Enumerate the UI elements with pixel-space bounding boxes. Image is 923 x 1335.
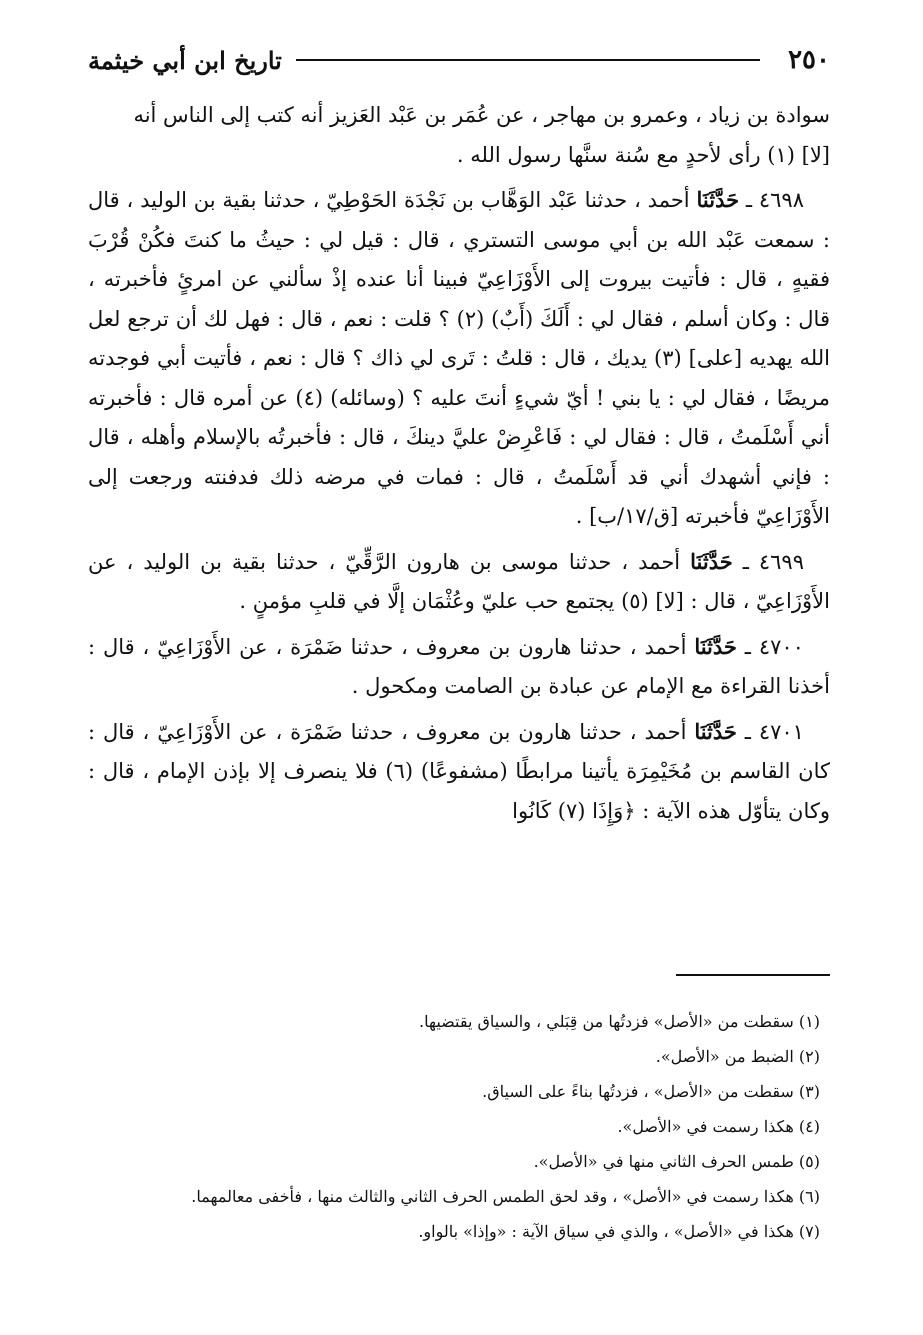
entry-text: أحمد ، حدثنا موسى بن هارون الرَّقِّيّ ، حدثنا بقية بن الوليد ، عن الأَوْزَاعِيّ ، قال : [لا] (٥) يجتمع حب عليّ وعُثْمَان إلَّا في قلبِ مؤمنٍ .: [88, 549, 830, 613]
entry-number: ٤٧٠٠: [758, 634, 804, 659]
header-rule: [296, 59, 760, 61]
entry-4701: ٤٧٠١ ـ حَدَّثَنَا أحمد ، حدثنا هارون بن معروف ، حدثنا ضَمْرَة ، عن الأَوْزَاعِيّ ، قال : كان القاسم بن مُخَيْمِرَة يأتينا مرابطًا (مشفوعًا) (٦) فلا ينصرف إلا بإذن الإمام ، قال : وكان يتأوّل هذه الآية : ﴿وَإِذَا (٧) كَانُوا: [88, 718, 830, 823]
entry-text: أحمد ، حدثنا هارون بن معروف ، حدثنا ضَمْرَة ، عن الأَوْزَاعِيّ ، قال : كان القاسم بن مُخَيْمِرَة يأتينا مرابطًا (مشفوعًا) (٦) فلا ينصرف إلا بإذن الإمام ، قال : وكان يتأوّل هذه الآية : ﴿وَإِذَا (٧) كَانُوا: [88, 719, 830, 823]
footnote-7: (٧) هكذا في «الأصل» ، والذي في سياق الآية : «وإذا» بالواو.: [418, 1222, 820, 1241]
footnote-4: (٤) هكذا رسمت في «الأصل».: [617, 1117, 820, 1136]
entry-number: ٤٦٩٨: [758, 188, 804, 212]
haddathana-word: حَدَّثَنَا: [694, 718, 737, 744]
footnotes: [88, 1004, 830, 1249]
entry-4698: ٤٦٩٨ ـ حَدَّثَنَا أحمد ، حدثنا عَبْد الوَهَّاب بن نَجْدَة الحَوْطِيّ ، حدثنا بقية بن الوليد ، قال : سمعت عَبْد الله بن أبي موسى التستري ، قال : قيل لي : حيثُ ما كنتَ فكُنْ قُرْبَ فقيهٍ ، قال : فأتيت بيروت إلى الأَوْزَاعِيّ فبينا أنا عنده إذْ سألني عن امرئٍ فأخبرته ، قال : وكان أسلم ، فقال لي : أَلَكَ (أَبٌ) (٢) ؟ قلت : نعم ، قال : فهل لك أن ترجع لعل الله يهديه [على] (٣) يديك ، قال : قلتُ : تَرى لي ذاك ؟ قال : نعم ، فأتيت أبي فوجدته مريضًا ، فقال لي : يا بني ! أيّ شيءٍ أنتَ عليه ؟ (وسائله) (٤) عن أمره قال : فأخبرته أني أَسْلَمتُ ، قال : فقال لي : فَاعْرِضْ عليَّ دينكَ ، قال : فأخبرتُه بالإسلام وأهله ، قال : فإني أشهدك أني قد أَسْلَمتُ ، قال : فمات في مرضه ذلك فدفنته ورجعت إلى الأَوْزَاعِيّ فأخبرته [ق/١٧/ب] .: [88, 187, 830, 528]
main-text: [88, 96, 830, 831]
haddathana-word: حَدَّثَنَا: [690, 548, 733, 574]
entry-number: ٤٧٠١: [758, 719, 804, 744]
intro-line-1: سوادة بن زياد ، وعمرو بن مهاجر ، عن عُمَر بن عَبْد العَزيز أنه كتب إلى الناس أنه: [133, 103, 830, 127]
page-number: ٢٥٠: [788, 45, 830, 75]
haddathana-word: حَدَّثَنَا: [696, 187, 740, 212]
haddathana-word: حَدَّثَنَا: [694, 633, 737, 659]
footnote-1: (١) سقطت من «الأصل» فزدتُها من قِبَلي ، والسياق يقتضيها.: [419, 1012, 820, 1031]
footnote-5: (٥) طمس الحرف الثاني منها في «الأصل».: [533, 1152, 820, 1171]
footnote-2: (٢) الضبط من «الأصل».: [655, 1047, 820, 1066]
intro-line-2: [لا] (١) رأى لأحدٍ مع سُنة سنَّها رسول الله .: [456, 142, 830, 167]
book-title: تاريخ ابن أبي خيثمة: [88, 45, 282, 75]
page-header: [88, 38, 830, 82]
footnote-3: (٣) سقطت من «الأصل» ، فزدتُها بناءً على السياق.: [482, 1082, 820, 1101]
entry-4700: ٤٧٠٠ ـ حَدَّثَنَا أحمد ، حدثنا هارون بن معروف ، حدثنا ضَمْرَة ، عن الأَوْزَاعِيّ ، قال : أخذنا القراءة مع الإمام عن عبادة بن الصامت ومكحول .: [88, 633, 830, 698]
footnote-6: (٦) هكذا رسمت في «الأصل» ، وقد لحق الطمس الحرف الثاني والثالث منها ، فأخفى معالمهما.: [191, 1187, 820, 1206]
footnote-separator: [676, 974, 830, 976]
entry-number: ٤٦٩٩: [758, 549, 804, 574]
entry-4699: ٤٦٩٩ ـ حَدَّثَنَا أحمد ، حدثنا موسى بن هارون الرَّقِّيّ ، حدثنا بقية بن الوليد ، عن الأَوْزَاعِيّ ، قال : [لا] (٥) يجتمع حب عليّ وعُثْمَان إلَّا في قلبِ مؤمنٍ .: [88, 548, 830, 613]
entry-text: أحمد ، حدثنا عَبْد الوَهَّاب بن نَجْدَة الحَوْطِيّ ، حدثنا بقية بن الوليد ، قال : سمعت عَبْد الله بن أبي موسى التستري ، قال : قيل لي : حيثُ ما كنتَ فكُنْ قُرْبَ فقيهٍ ، قال : فأتيت بيروت إلى الأَوْزَاعِيّ فبينا أنا عنده إذْ سألني عن امرئٍ فأخبرته ، قال : وكان أسلم ، فقال لي : أَلَكَ (أَبٌ) (٢) ؟ قلت : نعم ، قال : فهل لك أن ترجع لعل الله يهديه [على] (٣) يديك ، قال : قلتُ : تَرى لي ذاك ؟ قال : نعم ، فأتيت أبي فوجدته مريضًا ، فقال لي : يا بني ! أيّ شيءٍ أنتَ عليه ؟ (وسائله) (٤) عن أمره قال : فأخبرته أني أَسْلَمتُ ، قال : فقال لي : فَاعْرِضْ عليَّ دينكَ ، قال : فأخبرتُه بالإسلام وأهله ، قال : فإني أشهدك أني قد أَسْلَمتُ ، قال : فمات في مرضه ذلك فدفنته ورجعت إلى الأَوْزَاعِيّ فأخبرته [ق/١٧/ب] .: [88, 188, 830, 528]
entry-text: أحمد ، حدثنا هارون بن معروف ، حدثنا ضَمْرَة ، عن الأَوْزَاعِيّ ، قال : أخذنا القراءة مع الإمام عن عبادة بن الصامت ومكحول .: [88, 634, 830, 698]
